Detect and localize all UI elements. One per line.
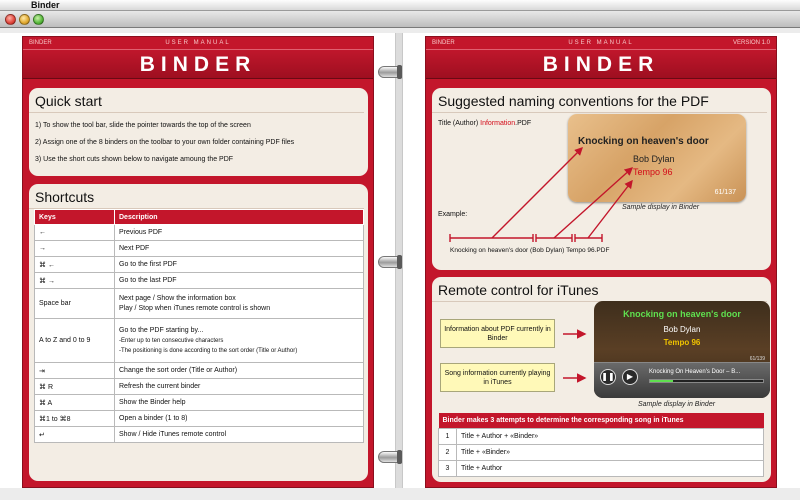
play-icon[interactable]: ▶ bbox=[622, 369, 638, 385]
shortcut-key: ⌘ → bbox=[35, 273, 115, 289]
quick-start-line-2: 2) Assign one of the 8 binders on the toolbar to your own folder containing PDF files bbox=[35, 139, 295, 146]
table-row bbox=[35, 379, 364, 395]
example-author: (Bob Dylan) bbox=[530, 247, 565, 254]
shortcut-description: Show / Hide iTunes remote control bbox=[115, 427, 364, 443]
header-left-label: BINDER bbox=[432, 40, 455, 46]
naming-conventions-title: Suggested naming conventions for the PDF bbox=[432, 88, 767, 113]
attempts-header: Binder makes 3 attempts to determine the corresponding song in iTunes bbox=[439, 413, 764, 428]
attempt-number: 1 bbox=[439, 428, 457, 444]
zoom-window-button[interactable] bbox=[33, 14, 44, 25]
attempt-number: 3 bbox=[439, 460, 457, 476]
keys-column-header: Keys bbox=[35, 210, 115, 225]
table-row bbox=[35, 411, 364, 427]
shortcut-key: ⌘ ← bbox=[35, 257, 115, 273]
remote-sample-caption: Sample display in Binder bbox=[638, 401, 716, 408]
sample-author: Bob Dylan bbox=[633, 154, 675, 164]
shortcut-description-line: Next page / Show the information box bbox=[119, 294, 236, 302]
shortcut-description: Change the sort order (Title or Author) bbox=[115, 363, 364, 379]
sheet-header bbox=[426, 37, 776, 48]
shortcut-description-line: -The positioning is done according to the sort order (Title or Author) bbox=[119, 347, 298, 354]
close-window-button[interactable] bbox=[5, 14, 16, 25]
table-row bbox=[35, 319, 364, 363]
table-row bbox=[439, 460, 764, 476]
left-page bbox=[0, 33, 396, 488]
shortcut-description: Show the Binder help bbox=[115, 395, 364, 411]
attempts-table bbox=[438, 413, 764, 477]
example-extension: .PDF bbox=[594, 247, 610, 254]
sample-title: Knocking on heaven's door bbox=[578, 136, 709, 147]
shortcut-key: Space bar bbox=[35, 289, 115, 319]
remote-control-title: Remote control for iTunes bbox=[432, 277, 767, 302]
naming-arrows bbox=[432, 88, 771, 270]
shortcut-description-line: Go to the PDF starting by... bbox=[119, 326, 204, 334]
pattern-information: Information bbox=[480, 120, 516, 127]
shortcut-description: Go to the last PDF bbox=[115, 273, 364, 289]
table-row bbox=[35, 257, 364, 273]
shortcut-key: ⌘ A bbox=[35, 395, 115, 411]
table-row bbox=[35, 273, 364, 289]
itunes-pdf-author: Bob Dylan bbox=[663, 325, 701, 334]
shortcut-description-line: -Enter up to ten consecutive characters bbox=[119, 337, 224, 344]
shortcut-description: Next PDF bbox=[115, 241, 364, 257]
table-row bbox=[439, 428, 764, 444]
table-row bbox=[439, 444, 764, 460]
table-row bbox=[35, 427, 364, 443]
attempt-rule: Title + Author + «Binder» bbox=[457, 428, 764, 444]
right-page bbox=[402, 33, 800, 488]
sample-info: Tempo 96 bbox=[633, 167, 673, 177]
example-filename bbox=[450, 246, 609, 256]
quick-start-title: Quick start bbox=[29, 88, 364, 113]
example-info: Tempo 96 bbox=[566, 247, 595, 254]
menu-bar bbox=[0, 0, 800, 11]
shortcuts-card bbox=[29, 184, 368, 481]
right-manual-sheet bbox=[425, 36, 777, 488]
left-manual-sheet bbox=[22, 36, 374, 488]
shortcuts-table bbox=[34, 209, 364, 443]
pattern-prefix: Title (Author) bbox=[438, 120, 481, 127]
binder-banner: BINDER bbox=[23, 49, 373, 79]
table-row bbox=[35, 289, 364, 319]
shortcut-description: Previous PDF bbox=[115, 225, 364, 241]
shortcut-key: → bbox=[35, 241, 115, 257]
itunes-song-name: Knocking On Heaven's Door – B... bbox=[649, 369, 741, 375]
table-row bbox=[35, 241, 364, 257]
header-center-label: USER MANUAL bbox=[165, 40, 231, 46]
shortcuts-title: Shortcuts bbox=[29, 184, 364, 209]
quick-start-line-1: 1) To show the tool bar, slide the pointer towards the top of the screen bbox=[35, 122, 251, 129]
shortcut-description: Go to the first PDF bbox=[115, 257, 364, 273]
sheet-header bbox=[23, 37, 373, 48]
naming-conventions-card bbox=[432, 88, 771, 270]
attempt-rule: Title + «Binder» bbox=[457, 444, 764, 460]
remote-control-card bbox=[432, 277, 771, 482]
window-title-bar[interactable] bbox=[0, 11, 800, 28]
header-left-label: BINDER bbox=[29, 40, 52, 46]
itunes-progress-fill bbox=[650, 380, 673, 382]
version-label: VERSION 1.0 bbox=[732, 40, 770, 46]
header-center-label: USER MANUAL bbox=[568, 40, 634, 46]
app-menu[interactable]: Binder bbox=[31, 0, 60, 10]
shortcut-key: ⌘1 to ⌘8 bbox=[35, 411, 115, 427]
shortcut-description: Refresh the current binder bbox=[115, 379, 364, 395]
shortcut-description bbox=[115, 289, 364, 319]
shortcut-key: ⌘ R bbox=[35, 379, 115, 395]
example-title: Knocking on heaven's door bbox=[450, 247, 529, 254]
sample-page-count: 61/137 bbox=[714, 189, 736, 196]
itunes-pdf-title: Knocking on heaven's door bbox=[623, 309, 741, 319]
itunes-page-count: 61/139 bbox=[749, 356, 765, 362]
shortcut-key: ⇥ bbox=[35, 363, 115, 379]
shortcut-description-line: Play / Stop when iTunes remote control is shown bbox=[119, 304, 271, 312]
binder-banner: BINDER bbox=[426, 49, 776, 79]
minimize-window-button[interactable] bbox=[19, 14, 30, 25]
shortcut-key: ← bbox=[35, 225, 115, 241]
pattern-suffix: .PDF bbox=[515, 120, 532, 127]
table-row bbox=[35, 395, 364, 411]
quick-start-line-3: 3) Use the short cuts shown below to navigate amoung the PDF bbox=[35, 156, 234, 163]
example-label: Example: bbox=[438, 211, 468, 218]
table-row bbox=[35, 225, 364, 241]
shortcut-description: Open a binder (1 to 8) bbox=[115, 411, 364, 427]
quick-start-card bbox=[29, 88, 368, 176]
description-column-header: Description bbox=[115, 210, 364, 225]
pause-icon[interactable]: ❚❚ bbox=[600, 369, 616, 385]
sample-caption: Sample display in Binder bbox=[622, 204, 700, 211]
shortcut-description bbox=[115, 319, 364, 363]
itunes-remote-display bbox=[594, 301, 770, 398]
shortcut-key: A to Z and 0 to 9 bbox=[35, 319, 115, 363]
itunes-progress-bar[interactable] bbox=[649, 379, 764, 383]
pdf-info-note-text: Information about PDF currently in Binder bbox=[444, 325, 551, 342]
shortcut-key: ↵ bbox=[35, 427, 115, 443]
itunes-pdf-info: Tempo 96 bbox=[663, 338, 701, 347]
itunes-control-bar bbox=[594, 362, 770, 398]
attempt-number: 2 bbox=[439, 444, 457, 460]
table-header-row bbox=[35, 210, 364, 225]
song-info-note-text: Song information currently playing in iTunes bbox=[444, 369, 551, 386]
table-header-row bbox=[439, 413, 764, 428]
attempt-rule: Title + Author bbox=[457, 460, 764, 476]
table-row bbox=[35, 363, 364, 379]
